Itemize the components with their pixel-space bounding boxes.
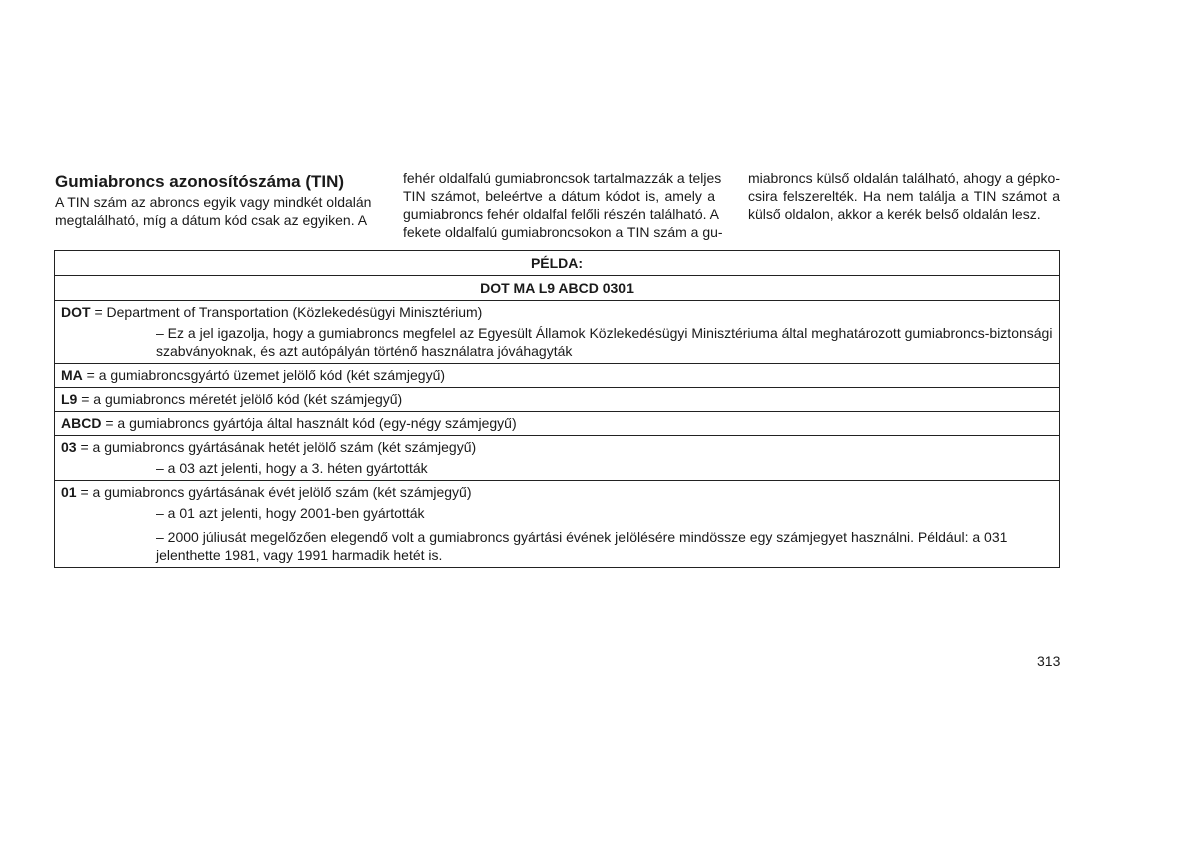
code-label: L9	[61, 391, 78, 407]
example-code-line: DOT MA L9 ABCD 0301	[55, 275, 1059, 300]
text-column-2	[403, 169, 723, 241]
code-description: = a gumiabroncs méretét jelölő kód (két számjegyű)	[77, 391, 403, 407]
code-description: = a gumiabroncs gyártásának évét jelölő szám (két számjegyű)	[76, 484, 472, 500]
text-column-3	[748, 169, 1060, 223]
code-label: DOT	[61, 304, 91, 320]
table-row	[55, 411, 1059, 435]
section-heading: Gumiabroncs azonosítószáma (TIN)	[55, 172, 345, 191]
text-line: megtalálható, míg a dátum kód csak az egyiken. A	[55, 212, 368, 228]
row-note: – a 03 azt jelenti, hogy a 3. héten gyártották	[156, 460, 428, 476]
row-definition	[61, 414, 1053, 432]
code-label: ABCD	[61, 415, 102, 431]
code-label: 03	[61, 439, 77, 455]
text-line: TIN számot, beleértve a dátum kódot is, amely a	[403, 188, 715, 204]
code-description: = a gumiabroncs gyártója által használt kód (egy-négy számjegyű)	[101, 415, 517, 431]
text-line: gumiabroncs fehér oldalfal felőli részén található. A	[403, 206, 719, 222]
table-row	[55, 435, 1059, 480]
row-definition	[61, 366, 1053, 384]
code-description: = a gumiabroncs gyártásának hetét jelölő szám (két számjegyű)	[76, 439, 477, 455]
text-line: fekete oldalfalú gumiabroncsokon a TIN szám a gu-	[403, 224, 723, 240]
example-table	[54, 250, 1060, 568]
row-definition	[61, 438, 1053, 456]
page-number: 313	[1037, 653, 1061, 669]
col1-body	[55, 193, 372, 229]
table-row	[55, 300, 1059, 363]
text-line: külső oldalon, akkor a kerék belső oldalán lesz.	[748, 206, 1041, 222]
text-line: csira felszerelték. Ha nem találja a TIN számot a	[748, 188, 1060, 204]
code-label: MA	[61, 367, 83, 383]
table-row	[55, 387, 1059, 411]
code-description: = a gumiabroncsgyártó üzemet jelölő kód (két számjegyű)	[82, 367, 446, 383]
table-row	[55, 480, 1059, 567]
code-label: 01	[61, 484, 77, 500]
text-line: miabroncs külső oldalán található, ahogy a gépko-	[748, 170, 1060, 186]
row-definition	[61, 483, 1053, 501]
code-description: = Department of Transportation (Közlekedésügyi Minisztérium)	[90, 304, 483, 320]
row-note: – a 01 azt jelenti, hogy 2001-ben gyártották	[156, 505, 425, 521]
row-definition	[61, 390, 1053, 408]
table-row	[55, 363, 1059, 387]
row-definition	[61, 303, 1053, 321]
text-line: fehér oldalfalú gumiabroncsok tartalmazzák a teljes	[403, 170, 722, 186]
text-line: A TIN szám az abroncs egyik vagy mindkét oldalán	[55, 194, 372, 210]
example-title: PÉLDA:	[530, 255, 584, 271]
row-note: – Ez a jel igazolja, hogy a gumiabroncs megfelel az Egyesült Államok Közlekedésügyi Minisztériuma által meghatározott gumiabroncs-biztonsági szabványoknak, és azt autópályán történő használatra jóváhagyták	[156, 325, 1053, 359]
text-column-1	[55, 169, 372, 229]
row-note: – 2000 júliusát megelőzően elegendő volt a gumiabroncs gyártási évének jelölésére mindössze egy számjegyet használni. Például: a 031 jelenthette 1981, vagy 1991 harmadik hetét is.	[156, 529, 1008, 563]
